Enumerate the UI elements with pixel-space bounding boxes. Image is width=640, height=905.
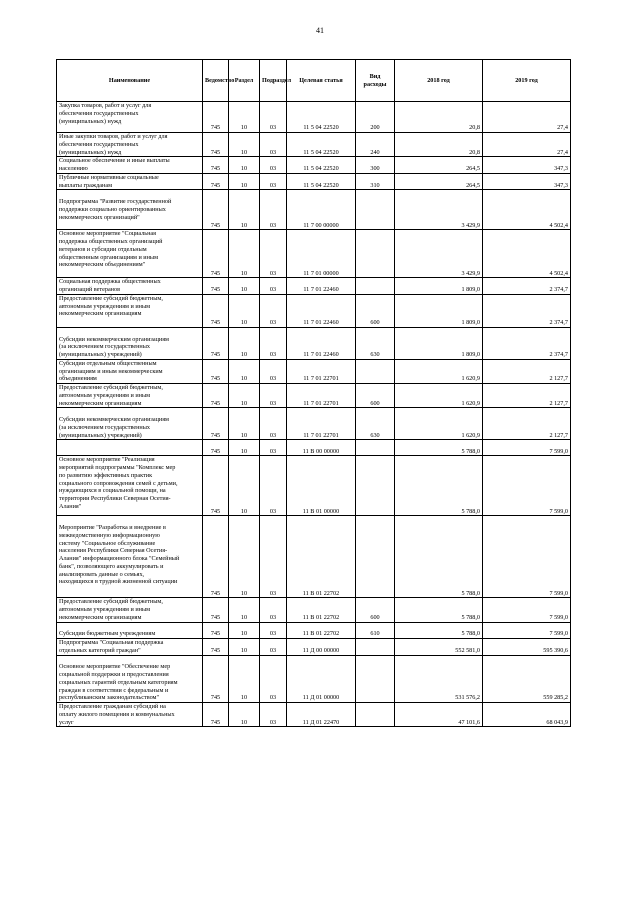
- table-cell-target: 11 7 01 22460: [287, 327, 356, 359]
- table-cell-expense-type: [356, 230, 395, 278]
- table-cell-subsection: 03: [260, 278, 287, 295]
- table-cell-section: 10: [229, 440, 260, 456]
- table-cell-expense-type: 630: [356, 327, 395, 359]
- table-cell-2019: 7 599,0: [483, 456, 571, 516]
- table-cell-ministry: 745: [203, 440, 229, 456]
- table-cell-name: Социальное обеспечение и иные выплаты населению: [57, 157, 203, 174]
- table-cell-2018: 5 788,0: [395, 598, 483, 622]
- table-cell-ministry: 745: [203, 456, 229, 516]
- table-cell-2018: 3 429,9: [395, 190, 483, 230]
- table-cell-target: 11 Д 01 22470: [287, 703, 356, 727]
- table-cell-expense-type: 200: [356, 102, 395, 133]
- table-row: [57, 622, 571, 639]
- table-row: [57, 703, 571, 727]
- table-cell-section: 10: [229, 294, 260, 327]
- table-cell-ministry: 745: [203, 230, 229, 278]
- table-cell-expense-type: 630: [356, 408, 395, 440]
- table-cell-target: 11 7 01 22460: [287, 278, 356, 295]
- table-cell-2018: 5 788,0: [395, 440, 483, 456]
- table-cell-expense-type: [356, 190, 395, 230]
- table-cell-section: 10: [229, 190, 260, 230]
- table-cell-expense-type: [356, 456, 395, 516]
- table-cell-section: 10: [229, 230, 260, 278]
- table-cell-target: 11 5 04 22520: [287, 173, 356, 190]
- table-cell-ministry: 745: [203, 157, 229, 174]
- table-cell-subsection: 03: [260, 327, 287, 359]
- table-cell-ministry: 745: [203, 359, 229, 383]
- header-2019: 2019 год: [483, 60, 571, 102]
- table-cell-ministry: 745: [203, 327, 229, 359]
- table-row: [57, 516, 571, 598]
- table-cell-target: 11 В 01 00000: [287, 456, 356, 516]
- table-cell-section: 10: [229, 703, 260, 727]
- table-cell-ministry: 745: [203, 516, 229, 598]
- table-cell-section: 10: [229, 327, 260, 359]
- table-row: [57, 157, 571, 174]
- table-cell-2018: 5 788,0: [395, 516, 483, 598]
- table-row: [57, 133, 571, 157]
- table-cell-ministry: 745: [203, 133, 229, 157]
- table-cell-subsection: 03: [260, 516, 287, 598]
- table-cell-2019: 347,3: [483, 173, 571, 190]
- table-cell-name: Субсидии бюджетным учреждениям: [57, 622, 203, 639]
- table-cell-2018: 1 809,0: [395, 278, 483, 295]
- table-cell-section: 10: [229, 516, 260, 598]
- table-row: [57, 278, 571, 295]
- table-cell-name: Субсидии некоммерческим организациям (за исключением государственных (муниципальных) учреждений): [57, 408, 203, 440]
- table-header-row: [57, 60, 571, 102]
- table-cell-subsection: 03: [260, 359, 287, 383]
- table-cell-expense-type: 240: [356, 133, 395, 157]
- table-cell-2019: 7 599,0: [483, 440, 571, 456]
- table-cell-subsection: 03: [260, 157, 287, 174]
- table-cell-2019: 2 374,7: [483, 294, 571, 327]
- table-cell-target: 11 Д 00 00000: [287, 639, 356, 656]
- table-cell-subsection: 03: [260, 598, 287, 622]
- table-row: [57, 359, 571, 383]
- table-cell-name: Закупка товаров, работ и услуг для обеспечения государственных (муниципальных) нужд: [57, 102, 203, 133]
- table-cell-ministry: 745: [203, 639, 229, 656]
- budget-table: [56, 59, 571, 727]
- table-row: [57, 384, 571, 408]
- table-cell-section: 10: [229, 639, 260, 656]
- table-cell-2018: 1 809,0: [395, 294, 483, 327]
- header-2018: 2018 год: [395, 60, 483, 102]
- table-cell-ministry: 745: [203, 278, 229, 295]
- header-target: Целевая статья: [287, 60, 356, 102]
- table-cell-section: 10: [229, 173, 260, 190]
- table-cell-section: 10: [229, 598, 260, 622]
- table-row: [57, 639, 571, 656]
- table-cell-2019: 68 043,9: [483, 703, 571, 727]
- table-cell-2018: 3 429,9: [395, 230, 483, 278]
- table-cell-subsection: 03: [260, 190, 287, 230]
- table-cell-name: Субсидии некоммерческим организациям (за исключением государственных (муниципальных) учреждений): [57, 327, 203, 359]
- table-cell-2019: 2 374,7: [483, 327, 571, 359]
- table-cell-ministry: 745: [203, 294, 229, 327]
- table-cell-2019: 2 374,7: [483, 278, 571, 295]
- table-cell-2018: 1 809,0: [395, 327, 483, 359]
- table-cell-expense-type: 610: [356, 622, 395, 639]
- table-cell-name: Основное мероприятие "Социальная поддержка общественных организаций ветеранов и субсидии отдельным общественным организациям и иным некоммерческим объединениям": [57, 230, 203, 278]
- table-cell-target: 11 5 04 22520: [287, 133, 356, 157]
- table-cell-expense-type: [356, 655, 395, 703]
- table-cell-target: 11 Д 01 00000: [287, 655, 356, 703]
- table-cell-2019: 27,4: [483, 102, 571, 133]
- table-cell-2018: 20,8: [395, 133, 483, 157]
- table-cell-name: Основное мероприятие "Обеспечение мер социальной поддержки и предоставления социальных гарантий отдельным категориям граждан в соответствии с федеральным и республиканским законодательством": [57, 655, 203, 703]
- table-row: [57, 327, 571, 359]
- table-cell-2019: 4 502,4: [483, 230, 571, 278]
- table-cell-target: 11 7 01 22701: [287, 359, 356, 383]
- table-cell-2019: 2 127,7: [483, 384, 571, 408]
- table-cell-subsection: 03: [260, 703, 287, 727]
- table-cell-2019: 7 599,0: [483, 598, 571, 622]
- table-cell-2018: 1 620,9: [395, 408, 483, 440]
- table-cell-section: 10: [229, 384, 260, 408]
- table-cell-expense-type: 310: [356, 173, 395, 190]
- table-cell-target: 11 7 01 22701: [287, 384, 356, 408]
- table-cell-ministry: 745: [203, 102, 229, 133]
- table-cell-subsection: 03: [260, 622, 287, 639]
- table-cell-name: Публичные нормативные социальные выплаты гражданам: [57, 173, 203, 190]
- table-cell-expense-type: [356, 359, 395, 383]
- table-cell-section: 10: [229, 278, 260, 295]
- table-cell-2019: 2 127,7: [483, 359, 571, 383]
- table-cell-name: Предоставление гражданам субсидий на оплату жилого помещения и коммунальных услуг: [57, 703, 203, 727]
- table-cell-name: Иные закупки товаров, работ и услуг для обеспечения государственных (муниципальных) нужд: [57, 133, 203, 157]
- table-cell-name: Социальная поддержка общественных организаций ветеранов: [57, 278, 203, 295]
- table-row: [57, 408, 571, 440]
- table-cell-subsection: 03: [260, 102, 287, 133]
- table-cell-name: Субсидии отдельным общественным организациям и иным некоммерческим объединениям: [57, 359, 203, 383]
- table-cell-section: 10: [229, 622, 260, 639]
- table-cell-section: 10: [229, 157, 260, 174]
- table-cell-expense-type: 600: [356, 384, 395, 408]
- table-cell-target: 11 7 01 00000: [287, 230, 356, 278]
- table-cell-2018: 264,5: [395, 157, 483, 174]
- header-subsection: Подраздел: [260, 60, 287, 102]
- table-cell-subsection: 03: [260, 456, 287, 516]
- table-cell-section: 10: [229, 359, 260, 383]
- header-name: Наименование: [57, 60, 203, 102]
- table-cell-ministry: 745: [203, 173, 229, 190]
- table-cell-section: 10: [229, 408, 260, 440]
- table-cell-subsection: 03: [260, 294, 287, 327]
- table-cell-ministry: 745: [203, 408, 229, 440]
- table-cell-target: 11 В 01 22702: [287, 598, 356, 622]
- table-cell-target: 11 В 01 22702: [287, 516, 356, 598]
- table-cell-section: 10: [229, 456, 260, 516]
- table-row: [57, 456, 571, 516]
- table-cell-2018: 264,5: [395, 173, 483, 190]
- table-cell-subsection: 03: [260, 173, 287, 190]
- table-cell-2019: 4 502,4: [483, 190, 571, 230]
- table-row: [57, 598, 571, 622]
- table-cell-2019: 559 285,2: [483, 655, 571, 703]
- table-cell-2019: 347,3: [483, 157, 571, 174]
- table-cell-2018: 552 581,0: [395, 639, 483, 656]
- table-cell-2018: 5 788,0: [395, 456, 483, 516]
- table-cell-name: Подпрограмма "Развитие государственной поддержки социально ориентированных некоммерческих организаций": [57, 190, 203, 230]
- table-row: [57, 102, 571, 133]
- table-cell-2019: 595 390,6: [483, 639, 571, 656]
- table-cell-name: Предоставление субсидий бюджетным, автономным учреждениям и иным некоммерческим организациям: [57, 384, 203, 408]
- table-cell-expense-type: 600: [356, 294, 395, 327]
- table-cell-2019: 7 599,0: [483, 516, 571, 598]
- table-cell-target: 11 7 00 00000: [287, 190, 356, 230]
- table-cell-section: 10: [229, 655, 260, 703]
- table-row: [57, 190, 571, 230]
- table-cell-ministry: 745: [203, 703, 229, 727]
- table-cell-2018: 5 788,0: [395, 622, 483, 639]
- table-cell-expense-type: 300: [356, 157, 395, 174]
- table-cell-subsection: 03: [260, 639, 287, 656]
- table-cell-expense-type: [356, 440, 395, 456]
- table-cell-2019: 7 599,0: [483, 622, 571, 639]
- table-row: [57, 655, 571, 703]
- table-row: [57, 440, 571, 456]
- table-cell-2018: 1 620,9: [395, 384, 483, 408]
- table-cell-ministry: 745: [203, 598, 229, 622]
- table-cell-subsection: 03: [260, 440, 287, 456]
- table-row: [57, 294, 571, 327]
- table-cell-section: 10: [229, 133, 260, 157]
- table-cell-target: 11 В 01 22702: [287, 622, 356, 639]
- table-cell-ministry: 745: [203, 622, 229, 639]
- table-cell-name: Предоставление субсидий бюджетным, автономным учреждениям и иным некоммерческим организациям: [57, 598, 203, 622]
- table-cell-ministry: 745: [203, 655, 229, 703]
- table-cell-section: 10: [229, 102, 260, 133]
- table-row: [57, 230, 571, 278]
- table-cell-subsection: 03: [260, 655, 287, 703]
- table-cell-expense-type: [356, 516, 395, 598]
- table-cell-2018: 1 620,9: [395, 359, 483, 383]
- table-cell-2018: 47 101,6: [395, 703, 483, 727]
- table-cell-subsection: 03: [260, 408, 287, 440]
- table-cell-2019: 27,4: [483, 133, 571, 157]
- header-section: Раздел: [229, 60, 260, 102]
- table-cell-expense-type: [356, 703, 395, 727]
- table-cell-target: 11 В 00 00000: [287, 440, 356, 456]
- table-cell-name: Предоставление субсидий бюджетным, автономным учреждениям и иным некоммерческим организациям: [57, 294, 203, 327]
- table-cell-target: 11 5 04 22520: [287, 157, 356, 174]
- table-cell-ministry: 745: [203, 384, 229, 408]
- table-body: [57, 102, 571, 727]
- header-expense-type: Вид расходы: [356, 60, 395, 102]
- table-cell-name: Подпрограмма "Социальная поддержка отдельных категорий граждан": [57, 639, 203, 656]
- table-cell-expense-type: [356, 639, 395, 656]
- header-ministry: Ведомство: [203, 60, 229, 102]
- table-cell-name: Мероприятие "Разработка и внедрение в межведомственную информационную систему "Социальное обслуживание населения Республики Северная Осетия- Алания" информационного блока "Семейный банк", позволяющего аккумулировать и анализировать данные о семьях, находящихся в трудной жизненной ситуации: [57, 516, 203, 598]
- table-cell-2018: 20,8: [395, 102, 483, 133]
- table-cell-subsection: 03: [260, 133, 287, 157]
- table-cell-target: 11 7 01 22460: [287, 294, 356, 327]
- table-cell-expense-type: 600: [356, 598, 395, 622]
- table-cell-expense-type: [356, 278, 395, 295]
- table-cell-2018: 531 576,2: [395, 655, 483, 703]
- table-cell-target: 11 5 04 22520: [287, 102, 356, 133]
- page-number: 41: [316, 26, 324, 35]
- table-cell-name: Основное мероприятие "Реализация мероприятий подпрограммы "Комплекс мер по развитию эффективных практик социального сопровождения семей с детьми, нуждающихся в социальной помощи, на территории Республики Северная Осетия- Алания": [57, 456, 203, 516]
- table-cell-2019: 2 127,7: [483, 408, 571, 440]
- table-cell-name: [57, 440, 203, 456]
- table-row: [57, 173, 571, 190]
- table-cell-subsection: 03: [260, 384, 287, 408]
- table-cell-ministry: 745: [203, 190, 229, 230]
- table-cell-target: 11 7 01 22701: [287, 408, 356, 440]
- table-cell-subsection: 03: [260, 230, 287, 278]
